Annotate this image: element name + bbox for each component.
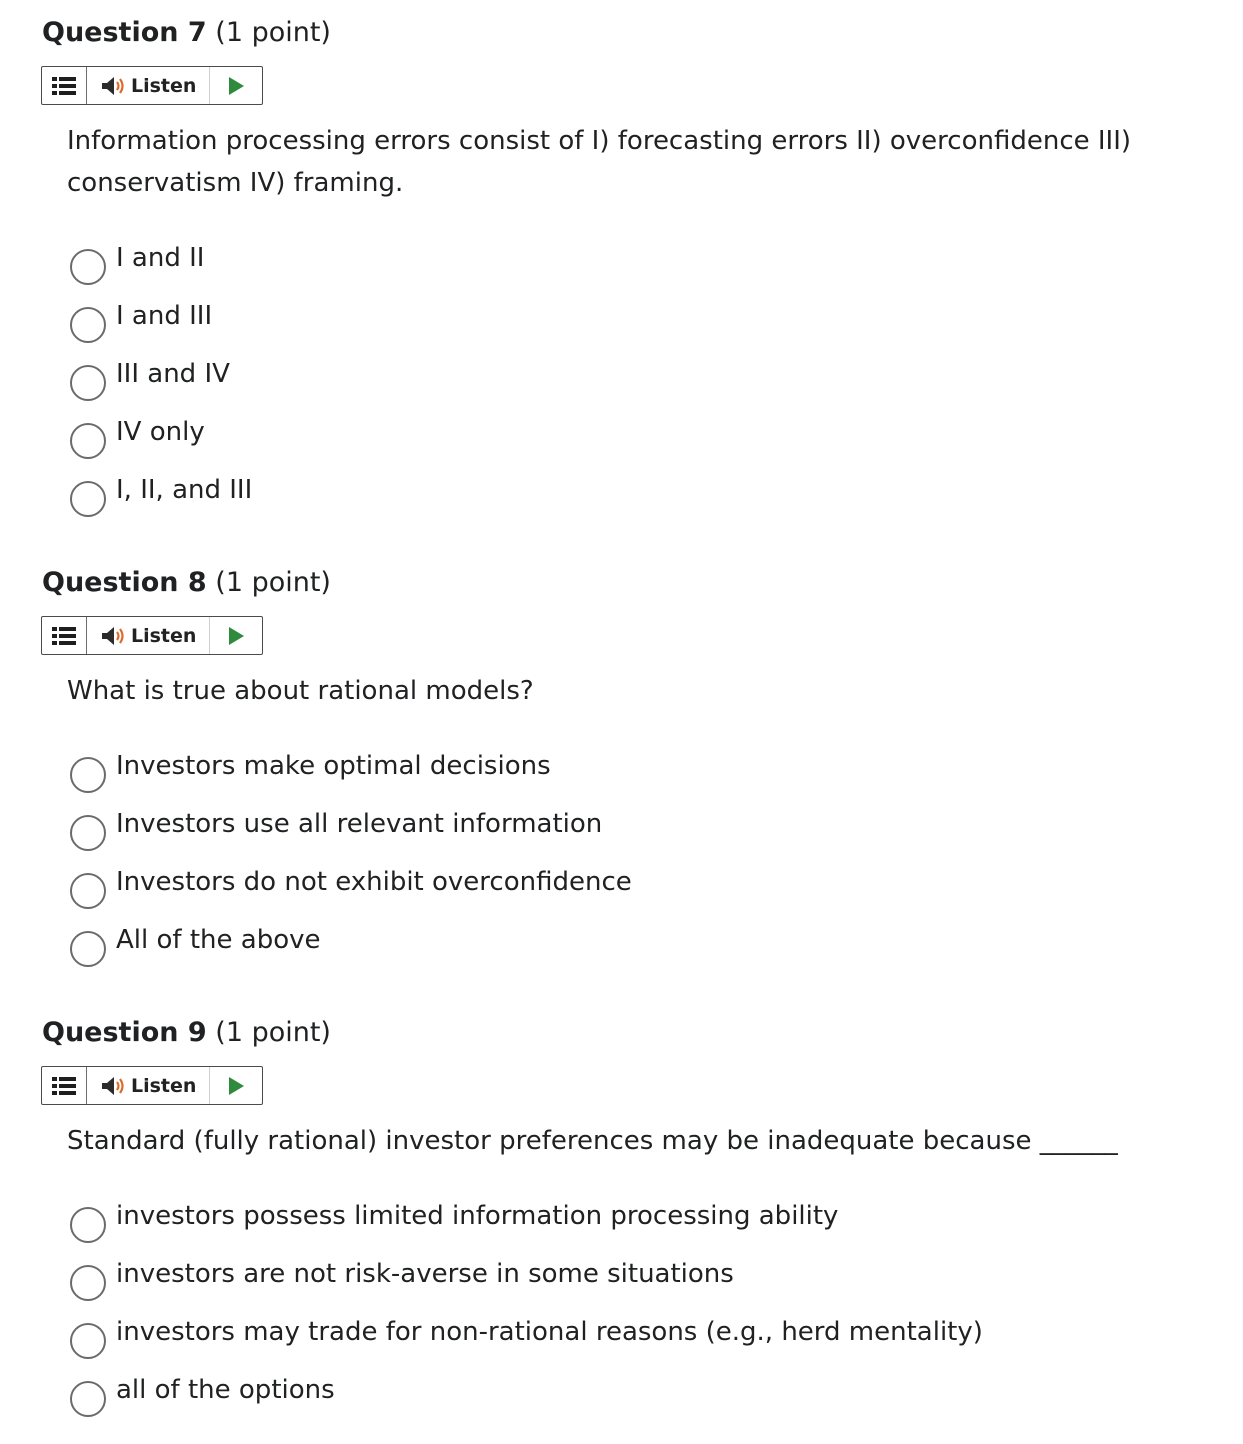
question-points: (1 point) [215, 17, 331, 48]
radio-button[interactable] [70, 249, 106, 285]
question-number: Question 9 [42, 1017, 207, 1048]
question-points: (1 point) [215, 567, 331, 598]
speaker-icon [100, 625, 128, 647]
menu-icon [52, 626, 76, 646]
question-title [42, 566, 331, 600]
answer-choice[interactable] [70, 1202, 983, 1260]
listen-button[interactable] [87, 67, 210, 104]
answer-choices [70, 752, 632, 984]
listen-button[interactable] [87, 1067, 210, 1104]
radio-button[interactable] [70, 365, 106, 401]
choice-label: investors may trade for non-rational reasons (e.g., herd mentality) [116, 1317, 983, 1347]
answer-choice[interactable] [70, 1318, 983, 1376]
radio-button[interactable] [70, 307, 106, 343]
listen-menu-button[interactable] [42, 67, 87, 104]
question-title [42, 16, 331, 50]
answer-choice[interactable] [70, 476, 252, 534]
question-points: (1 point) [215, 1017, 331, 1048]
radio-button[interactable] [70, 757, 106, 793]
radio-button[interactable] [70, 1207, 106, 1243]
radio-button[interactable] [70, 931, 106, 967]
answer-choice[interactable] [70, 302, 252, 360]
choice-label: All of the above [116, 925, 321, 955]
question-text: Information processing errors consist of I) forecasting errors II) overconfidence III) conservatism IV) framing. [67, 126, 1132, 198]
choice-label: Investors do not exhibit overconfidence [116, 867, 632, 897]
answer-choices [70, 244, 252, 534]
choice-label: investors are not risk-averse in some situations [116, 1259, 734, 1289]
radio-button[interactable] [70, 423, 106, 459]
menu-icon [52, 76, 76, 96]
choice-label: I and III [116, 301, 213, 331]
question-text: What is true about rational models? [67, 676, 534, 706]
radio-button[interactable] [70, 1323, 106, 1359]
listen-menu-button[interactable] [42, 617, 87, 654]
question-title [42, 1016, 331, 1050]
play-button[interactable] [210, 617, 262, 654]
listen-label: Listen [131, 1074, 197, 1097]
play-icon [227, 626, 245, 646]
radio-button[interactable] [70, 873, 106, 909]
answer-choice[interactable] [70, 752, 632, 810]
choice-label: Investors make optimal decisions [116, 751, 551, 781]
listen-button[interactable] [87, 617, 210, 654]
question-number: Question 8 [42, 567, 207, 598]
answer-choice[interactable] [70, 244, 252, 302]
listen-toolbar [41, 616, 263, 655]
answer-choice[interactable] [70, 810, 632, 868]
answer-choice[interactable] [70, 418, 252, 476]
choice-label: IV only [116, 417, 205, 447]
question-number: Question 7 [42, 17, 207, 48]
radio-button[interactable] [70, 815, 106, 851]
choice-label: all of the options [116, 1375, 335, 1405]
speaker-icon [100, 1075, 128, 1097]
radio-button[interactable] [70, 1265, 106, 1301]
listen-menu-button[interactable] [42, 1067, 87, 1104]
choice-label: I, II, and III [116, 475, 253, 505]
choice-label: investors possess limited information processing ability [116, 1201, 839, 1231]
menu-icon [52, 1076, 76, 1096]
listen-label: Listen [131, 74, 197, 97]
answer-choice[interactable] [70, 1260, 983, 1318]
choice-label: I and II [116, 243, 205, 273]
answer-choices [70, 1202, 983, 1434]
answer-choice[interactable] [70, 868, 632, 926]
radio-button[interactable] [70, 481, 106, 517]
play-icon [227, 76, 245, 96]
play-icon [227, 1076, 245, 1096]
choice-label: III and IV [116, 359, 230, 389]
answer-choice[interactable] [70, 360, 252, 418]
radio-button[interactable] [70, 1381, 106, 1417]
choice-label: Investors use all relevant information [116, 809, 603, 839]
question-text: Standard (fully rational) investor preferences may be inadequate because ______ [67, 1126, 1118, 1156]
answer-choice[interactable] [70, 1376, 983, 1434]
listen-toolbar [41, 66, 263, 105]
listen-toolbar [41, 1066, 263, 1105]
play-button[interactable] [210, 1067, 262, 1104]
speaker-icon [100, 75, 128, 97]
answer-choice[interactable] [70, 926, 632, 984]
play-button[interactable] [210, 67, 262, 104]
listen-label: Listen [131, 624, 197, 647]
